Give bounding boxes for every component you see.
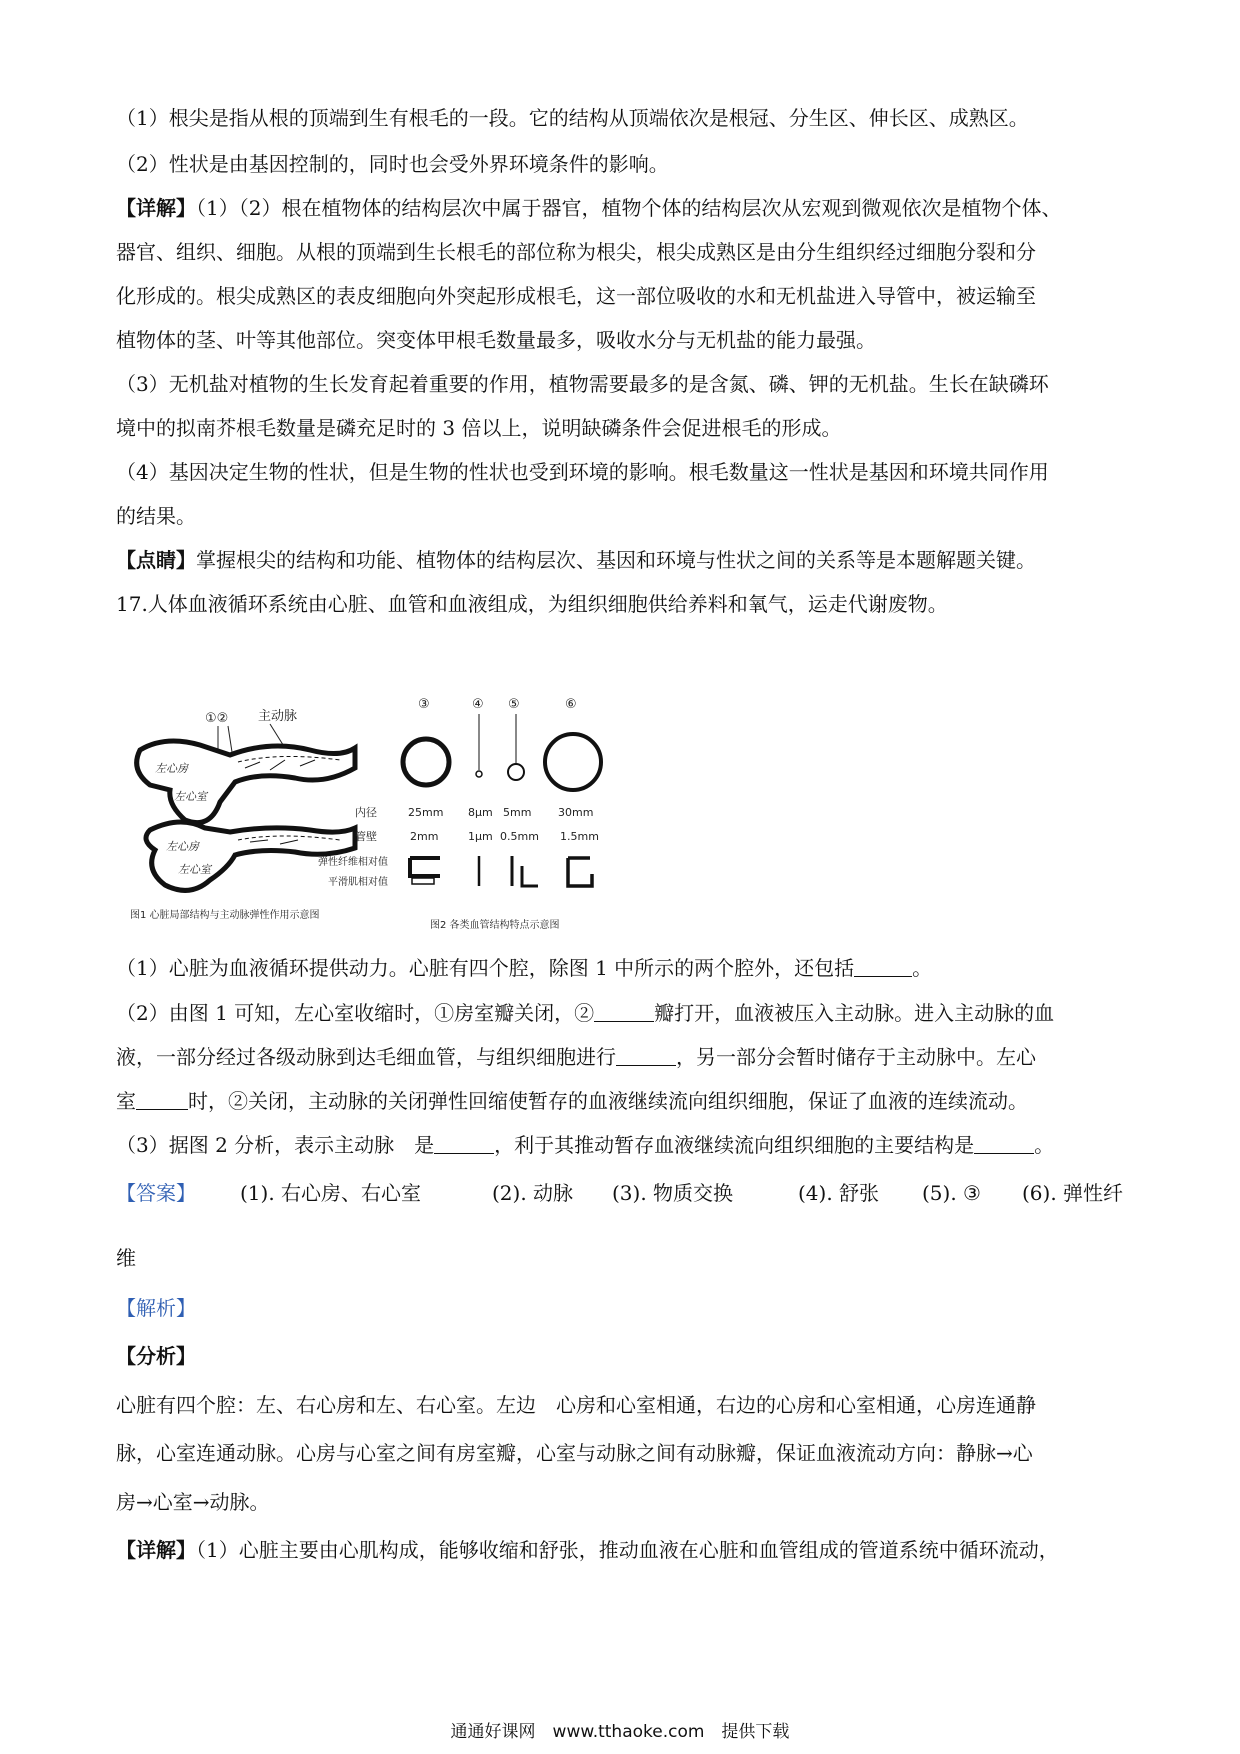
answer-blank bbox=[594, 1003, 654, 1022]
fig1-atrium-label: 左心房 bbox=[155, 762, 188, 775]
vessel-3-wall: 2mm bbox=[410, 830, 439, 843]
fig1-caption: 图1 心脏局部结构与主动脉弹性作用示意图 bbox=[130, 910, 320, 921]
text-span: 。 bbox=[912, 956, 933, 980]
section-tag: 【点睛】 bbox=[116, 548, 196, 572]
row-label-wall: 管壁 bbox=[355, 830, 377, 843]
aorta-wall-dashed bbox=[238, 836, 340, 840]
answer-blank bbox=[854, 958, 912, 977]
question-2-line-1 bbox=[116, 1000, 1126, 1026]
fig1-heart-diagram bbox=[130, 708, 355, 921]
question-2-line-2 bbox=[116, 1044, 1126, 1070]
section-tag: 【详解】 bbox=[116, 1538, 196, 1562]
fig1-markers: ①② bbox=[205, 711, 229, 726]
row-label-smooth: 平滑肌相对值 bbox=[328, 877, 388, 888]
figure bbox=[110, 690, 690, 945]
vessel-5-label: ⑤ bbox=[508, 697, 520, 712]
heart-outline-top bbox=[137, 741, 355, 823]
vessel-3-smooth-bar bbox=[412, 878, 434, 884]
analysis-line-2: 脉，心室连通动脉。心房与心室之间有房室瓣，心室与动脉之间有动脉瓣，保证血液流动方向：静脉→心 bbox=[116, 1441, 1033, 1465]
section-tag: 【详解】 bbox=[116, 196, 196, 220]
answer-blank bbox=[434, 1135, 494, 1154]
analysis-line-3: 房→心室→动脉。 bbox=[116, 1490, 270, 1514]
vessel-5-bars bbox=[512, 856, 538, 886]
vessel-6-wall: 1.5mm bbox=[560, 830, 599, 843]
text-span: 掌握根尖的结构和功能、植物体的结构层次、基因和环境与性状之间的关系等是本题解题关键。 bbox=[196, 548, 1036, 572]
vessel-6-cross-section bbox=[545, 734, 601, 790]
answer-blank bbox=[616, 1047, 676, 1066]
text-span: （3）据图 2 分析，表示主动脉 是 bbox=[116, 1133, 435, 1157]
answer-5: (5). ③ bbox=[922, 1181, 981, 1205]
answer-1: (1). 右心房、右心室 bbox=[240, 1181, 422, 1205]
fig1-atrium-label: 左心房 bbox=[166, 840, 199, 853]
text-line-5: 化形成的。根尖成熟区的表皮细胞向外突起形成根毛，这一部位吸收的水和无机盐进入导管中，被运输至 bbox=[116, 284, 1036, 308]
analysis-line-1: 心脏有四个腔：左、右心房和左、右心室。左边 心房和心室相通，右边的心房和心室相通，心房连通静 bbox=[116, 1393, 1036, 1417]
vessel-3-bars bbox=[410, 858, 440, 876]
text-span: （1）心脏为血液循环提供动力。心脏有四个腔，除图 1 中所示的两个腔外，还包括 bbox=[116, 956, 855, 980]
answer-tag: 【答案】 bbox=[116, 1181, 196, 1205]
text-span: ，另一部分会暂时储存于主动脉中。左心 bbox=[676, 1045, 1036, 1069]
vessel-3-inner: 25mm bbox=[408, 806, 444, 819]
fig1-ventricle-label: 左心室 bbox=[174, 790, 207, 803]
vessel-5-inner: 5mm bbox=[503, 806, 532, 819]
vessel-6-inner: 30mm bbox=[558, 806, 594, 819]
row-label-inner: 内径 bbox=[355, 806, 377, 819]
fig2-caption: 图2 各类血管结构特点示意图 bbox=[430, 920, 560, 931]
text-span: ，利于其推动暂存血液继续流向组织细胞的主要结构是 bbox=[494, 1133, 975, 1157]
text-line-10: 的结果。 bbox=[116, 504, 196, 528]
vessel-5-wall: 0.5mm bbox=[500, 830, 539, 843]
text-span: （1）心脏主要由心肌构成，能够收缩和舒张，推动血液在心脏和血管组成的管道系统中循环流动， bbox=[196, 1538, 1059, 1562]
answer-6: (6). 弹性纤 bbox=[1022, 1181, 1124, 1205]
fig1-aorta-label: 主动脉 bbox=[258, 709, 298, 724]
text-line-9: （4）基因决定生物的性状，但是生物的性状也受到环境的影响。根毛数量这一性状是基因和环境共同作用 bbox=[116, 460, 1049, 484]
vessel-4-label: ④ bbox=[472, 697, 484, 712]
text-span: 时，②关闭，主动脉的关闭弹性回缩使暂存的血液继续流向组织细胞，保证了血液的连续流动。 bbox=[188, 1089, 1028, 1113]
text-span: 瓣打开，血液被压入主动脉。进入主动脉的血 bbox=[654, 1001, 1055, 1025]
aorta-wall-dashed bbox=[238, 756, 340, 762]
question-title: 17.人体血液循环系统由心脏、血管和血液组成，为组织细胞供给养料和氧气，运走代谢废物。 bbox=[116, 592, 948, 616]
fig2-vessel-diagram bbox=[318, 697, 601, 931]
vessel-6-bars bbox=[568, 858, 592, 886]
vessel-4-wall: 1μm bbox=[468, 830, 493, 843]
vessel-3-cross-section bbox=[403, 739, 449, 785]
flow-arrows bbox=[250, 840, 298, 844]
flow-arrows bbox=[245, 760, 315, 770]
text-span: 。 bbox=[1034, 1133, 1055, 1157]
question-1 bbox=[116, 955, 1126, 981]
text-line-1: （1）根尖是指从根的顶端到生有根毛的一段。它的结构从顶端依次是根冠、分生区、伸长区、成熟区。 bbox=[116, 106, 1029, 130]
text-span: （2）由图 1 可知，左心室收缩时，①房室瓣关闭，② bbox=[116, 1001, 595, 1025]
fenxi-heading: 【分析】 bbox=[116, 1344, 196, 1368]
vessel-5-cross-section bbox=[508, 764, 524, 780]
answer-blank bbox=[974, 1135, 1034, 1154]
vessel-3-label: ③ bbox=[418, 697, 430, 712]
row-label-elastic: 弹性纤维相对值 bbox=[318, 857, 388, 868]
answer-3: (3). 物质交换 bbox=[612, 1181, 734, 1205]
question-2-line-3 bbox=[116, 1088, 1126, 1114]
fig1-ventricle-label: 左心室 bbox=[178, 863, 211, 876]
vessel-4-inner: 8μm bbox=[468, 806, 493, 819]
text-line-8: 境中的拟南芥根毛数量是磷充足时的 3 倍以上，说明缺磷条件会促进根毛的形成。 bbox=[116, 416, 842, 440]
question-3 bbox=[116, 1132, 1126, 1158]
text-line-2: （2）性状是由基因控制的，同时也会受外界环境条件的影响。 bbox=[116, 152, 669, 176]
answer-2: (2). 动脉 bbox=[492, 1181, 574, 1205]
vessel-4-cross-section bbox=[476, 771, 482, 777]
answer-continued: 维 bbox=[116, 1246, 136, 1270]
text-line-7: （3）无机盐对植物的生长发育起着重要的作用，植物需要最多的是含氮、磷、钾的无机盐。生长在缺磷环 bbox=[116, 372, 1049, 396]
text-line-3 bbox=[116, 195, 1126, 221]
detail-line bbox=[116, 1537, 1126, 1563]
text-span: 室 bbox=[116, 1089, 136, 1113]
text-line-4: 器官、组织、细胞。从根的顶端到生长根毛的部位称为根尖，根尖成熟区是由分生组织经过细胞分裂和分 bbox=[116, 240, 1036, 264]
text-span: （1）（2）根在植物体的结构层次中属于器官，植物个体的结构层次从宏观到微观依次是植物个体、 bbox=[196, 196, 1062, 220]
text-span: 液，一部分经过各级动脉到达毛细血管，与组织细胞进行 bbox=[116, 1045, 616, 1069]
leader-line bbox=[228, 726, 232, 752]
text-line-6: 植物体的茎、叶等其他部位。突变体甲根毛数量最多，吸收水分与无机盐的能力最强。 bbox=[116, 328, 876, 352]
answer-4: (4). 舒张 bbox=[798, 1181, 880, 1205]
vessel-6-label: ⑥ bbox=[565, 697, 577, 712]
answer-blank bbox=[136, 1091, 188, 1110]
analysis-heading: 【解析】 bbox=[116, 1296, 196, 1320]
text-line-11 bbox=[116, 547, 1126, 573]
footer: 通通好课网 www.tthaoke.com 提供下载 bbox=[450, 1722, 790, 1742]
